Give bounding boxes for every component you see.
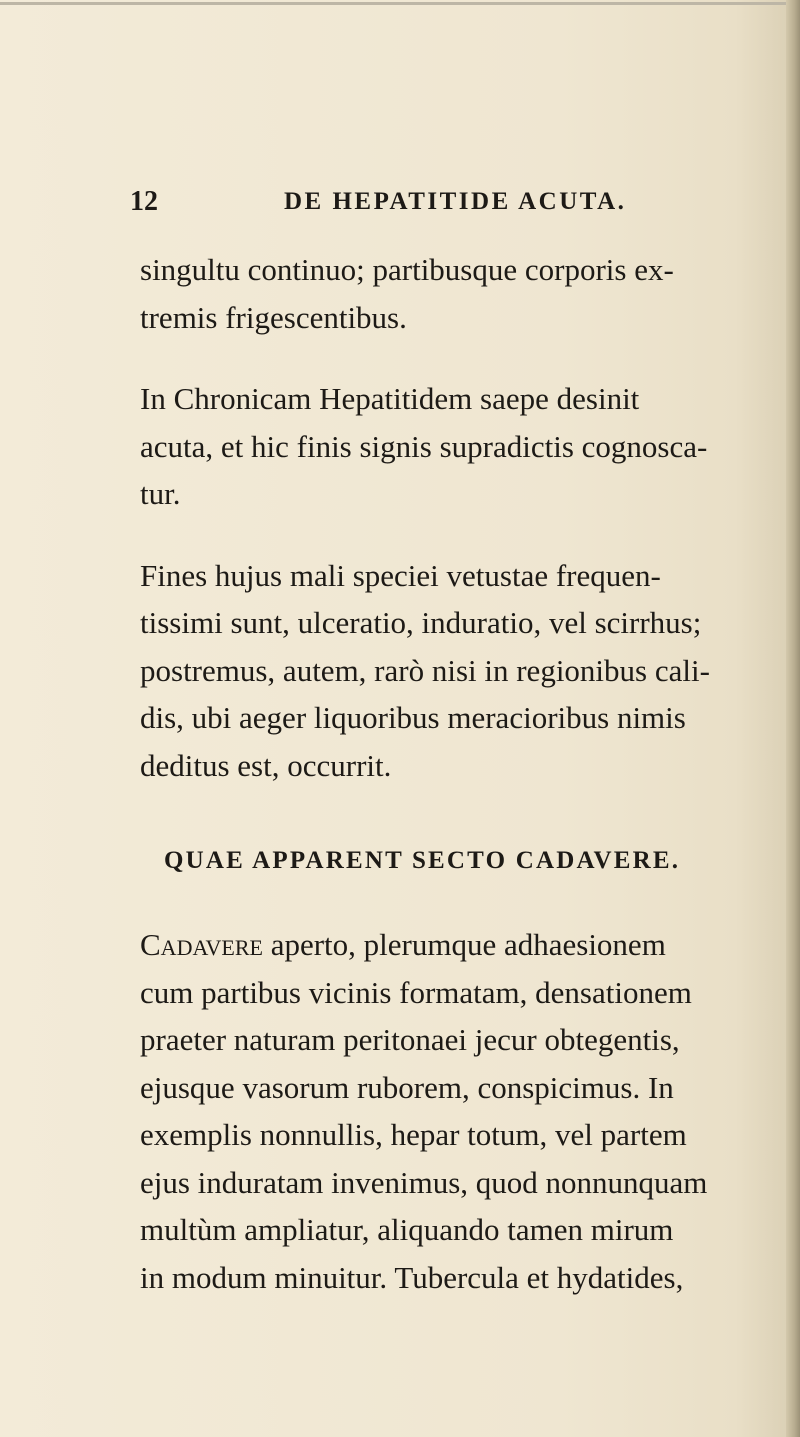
paragraph-4	[140, 921, 780, 1301]
text-line: dis, ubi aeger liquoribus meracioribus nimis	[140, 700, 686, 735]
paragraph-gap	[140, 518, 780, 552]
text-line: cum partibus vicinis formatam, densationem	[140, 974, 692, 1010]
text-line: Fines hujus mali speciei vetustae frequen-	[140, 557, 661, 593]
text-line: ejusque vasorum ruborem, conspicimus. In	[140, 1069, 674, 1105]
text-line: In Chronicam Hepatitidem saepe desinit	[140, 381, 640, 416]
text-line: postremus, autem, rarò nisi in regionibus cali-	[140, 652, 710, 688]
text-line: ejus induratam invenimus, quod nonnunquam	[140, 1164, 708, 1200]
paragraph-3	[140, 552, 780, 790]
section-heading: QUAE APPARENT SECTO CADAVERE.	[164, 847, 681, 874]
paragraph-1	[140, 246, 780, 341]
section-gap	[140, 887, 780, 921]
paragraph-2	[140, 375, 780, 518]
text-line	[140, 921, 780, 969]
section-gap	[140, 789, 780, 837]
text-line: singultu continuo; partibusque corporis ex-	[140, 252, 674, 287]
text-line: tremis frigescentibus.	[140, 299, 407, 335]
text-line: acuta, et hic finis signis supradictis cognosca-	[140, 428, 708, 464]
top-rule	[0, 2, 800, 5]
page-header	[112, 186, 752, 226]
page-edge	[786, 0, 800, 1437]
running-head: DE HEPATITIDE ACUTA.	[284, 188, 627, 215]
text-line: deditus est, occurrit.	[140, 747, 392, 783]
page-number: 12	[130, 186, 158, 217]
line-rest: aperto, plerumque adhaesionem	[262, 927, 666, 962]
initial-word: Cadavere	[140, 927, 263, 962]
text-line: praeter naturam peritonaei jecur obtegentis,	[140, 1022, 680, 1057]
text-line: exemplis nonnullis, hepar totum, vel partem	[140, 1117, 687, 1152]
body-text	[140, 246, 780, 1301]
paragraph-gap	[140, 341, 780, 375]
text-line: multùm ampliatur, aliquando tamen mirum	[140, 1212, 674, 1247]
text-line: tissimi sunt, ulceratio, induratio, vel scirrhus;	[140, 605, 702, 640]
text-line: tur.	[140, 476, 181, 511]
text-line: in modum minuitur. Tubercula et hydatides,	[140, 1259, 684, 1295]
